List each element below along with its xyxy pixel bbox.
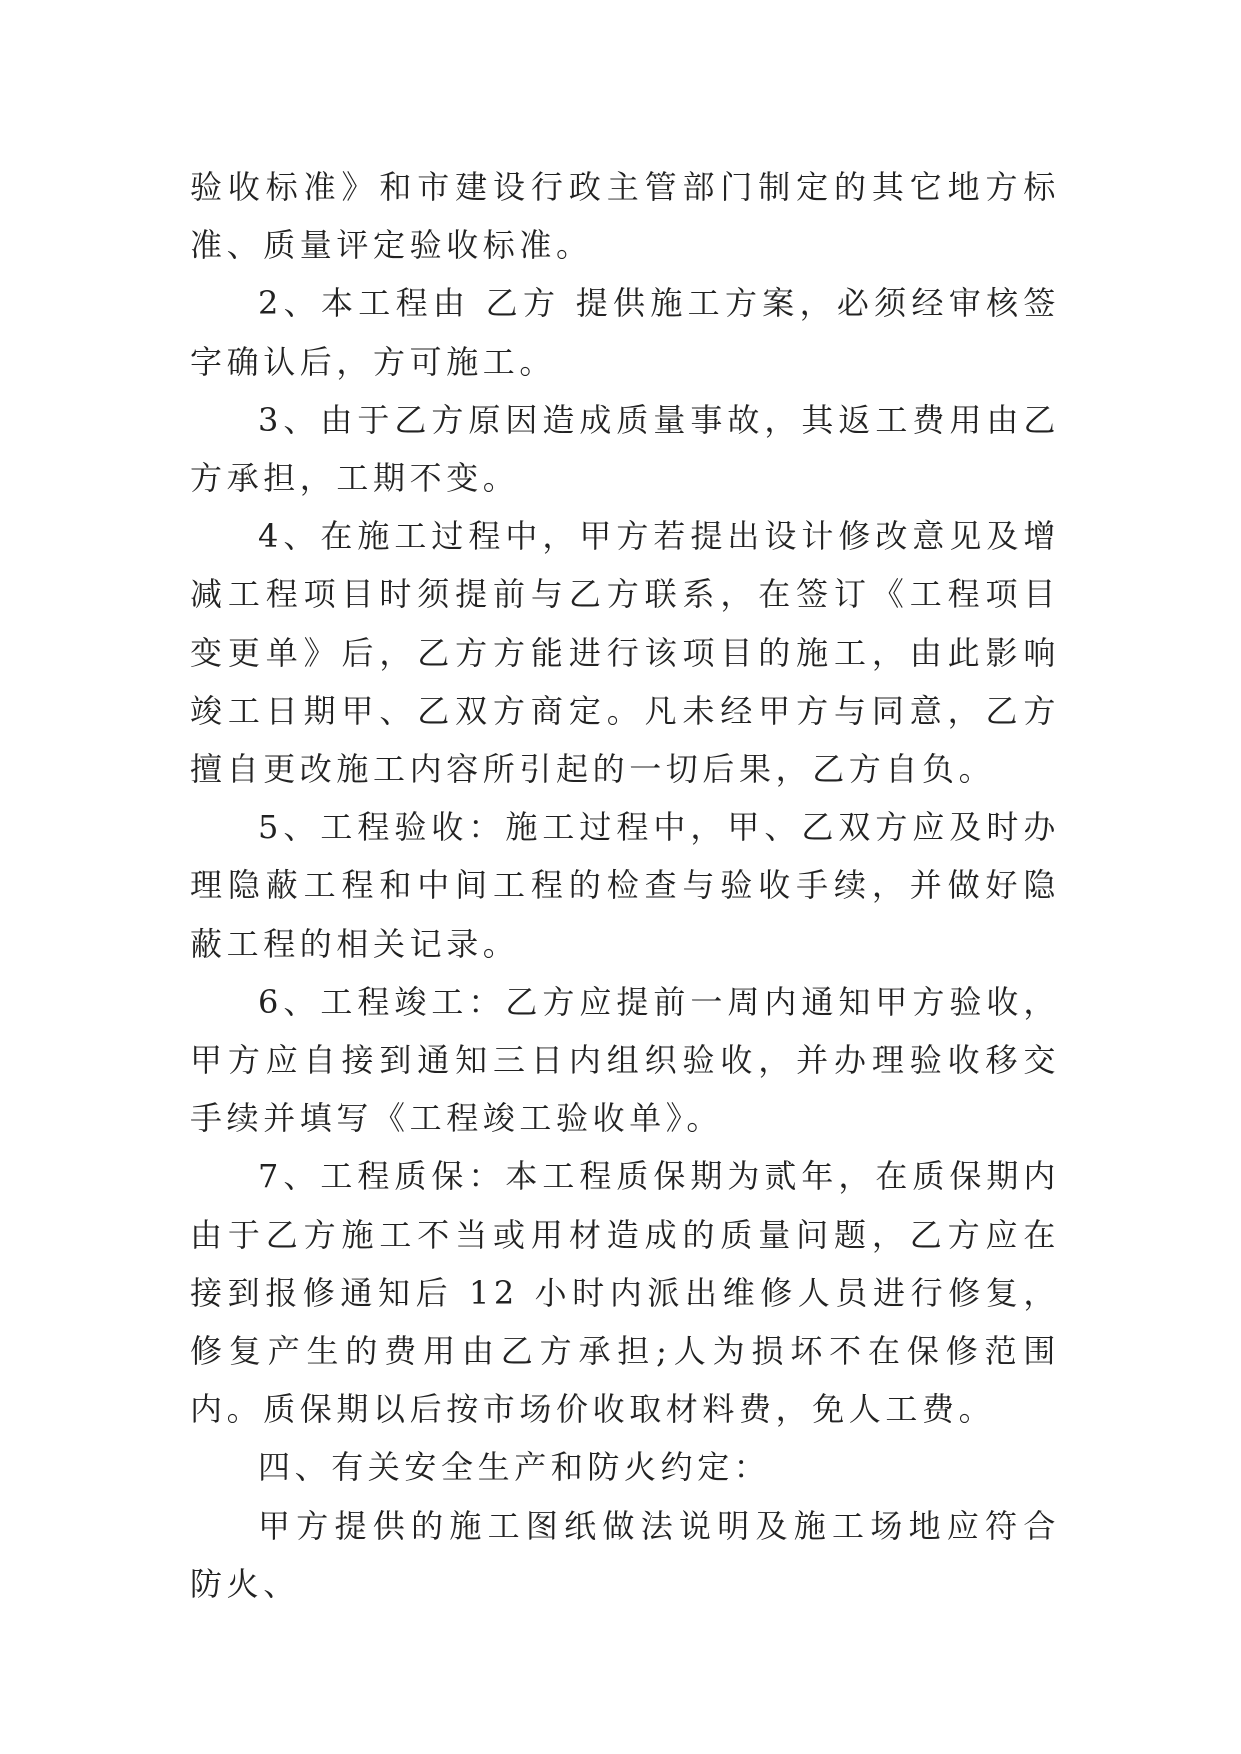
paragraph-clause-3-quality-accident: 3、由于乙方原因造成质量事故，其返工费用由乙方承担，工期不变。 — [190, 400, 1060, 498]
paragraph-clause-2-construction-plan: 2、本工程由 乙方 提供施工方案，必须经审核签字确认后，方可施工。 — [190, 284, 1060, 381]
paragraph-safety-fire-intro: 甲方提供的施工图纸做法说明及施工场地应符合防火、 — [190, 1506, 1060, 1603]
paragraph-clause-7-warranty: 7、工程质保：本工程质保期为贰年，在质保期内由于乙方施工不当或用材造成的质量问题，乙方应在接到报修通知后 12 小时内派出维修人员进行修复，修复产生的费用由乙方承担;人为损坏不在保修范围内。质保期以后按市场价收取材料费，免人工费。 — [190, 1157, 1060, 1429]
document-body — [190, 158, 1060, 1613]
paragraph-clause-4-design-changes: 4、在施工过程中，甲方若提出设计修改意见及增减工程项目时须提前与乙方联系，在签订《工程项目变更单》后，乙方方能进行该项目的施工，由此影响竣工日期甲、乙双方商定。凡未经甲方与同意，乙方擅自更改施工内容所引起的一切后果，乙方自负。 — [190, 517, 1060, 789]
paragraph-acceptance-standards: 验收标准》和市建设行政主管部门制定的其它地方标准、质量评定验收标准。 — [190, 168, 1060, 265]
paragraph-clause-5-acceptance: 5、工程验收：施工过程中，甲、乙双方应及时办理隐蔽工程和中间工程的检查与验收手续，并做好隐蔽工程的相关记录。 — [190, 808, 1060, 963]
paragraph-clause-6-completion: 6、工程竣工：乙方应提前一周内通知甲方验收，甲方应自接到通知三日内组织验收，并办理验收移交手续并填写《工程竣工验收单》。 — [190, 982, 1060, 1138]
section-heading-safety-fire: 四、有关安全生产和防火约定： — [258, 1448, 771, 1487]
